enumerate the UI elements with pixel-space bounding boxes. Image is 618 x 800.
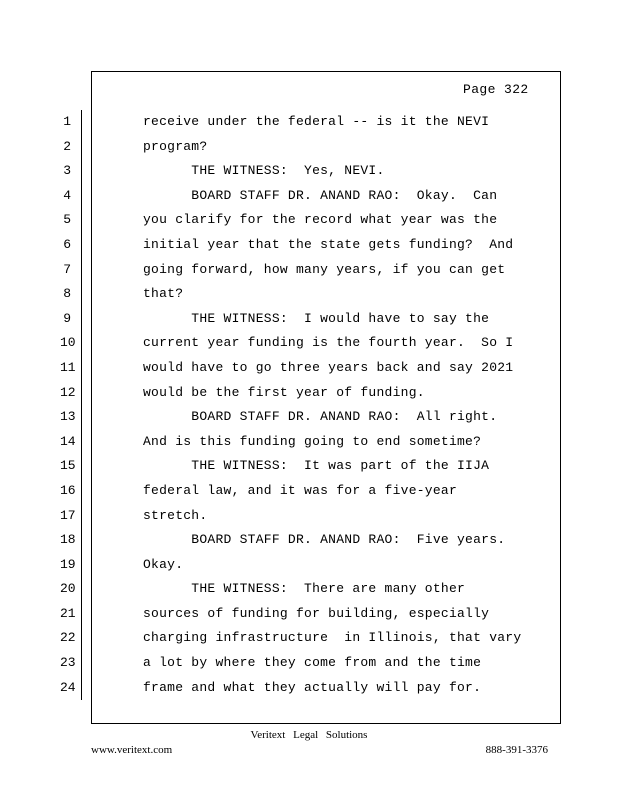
transcript-line: would have to go three years back and say 2021 — [143, 359, 514, 375]
transcript-line: going forward, how many years, if you can get — [143, 261, 506, 277]
line-number-text: 1 — [63, 114, 71, 129]
line-number — [60, 110, 82, 135]
line-number-text: 5 — [63, 212, 71, 228]
transcript-line: charging infrastructure in Illinois, that vary — [143, 630, 522, 646]
line-number-text: 7 — [63, 261, 71, 277]
line-number-text: 8 — [63, 286, 71, 302]
footer-company: Veritext Legal Solutions — [250, 729, 368, 741]
transcript-line: you clarify for the record what year was the — [143, 212, 498, 228]
line-number-text: 9 — [63, 310, 71, 326]
line-number-text: 12 — [60, 384, 76, 400]
line-number — [60, 381, 82, 406]
line-number-text: 18 — [60, 532, 76, 548]
line-number-text: 14 — [60, 433, 76, 449]
line-number — [60, 356, 82, 381]
line-number-text: 20 — [60, 581, 76, 597]
transcript-line: receive under the federal -- is it the NEVI — [143, 114, 490, 129]
line-number — [60, 651, 82, 676]
line-number — [60, 528, 82, 553]
line-number-text: 19 — [60, 556, 76, 572]
transcript-line: BOARD STAFF DR. ANAND RAO: All right. — [143, 409, 498, 425]
transcript-line: current year funding is the fourth year. So I — [143, 335, 514, 351]
transcript-line: THE WITNESS: There are many other — [143, 581, 466, 597]
line-number — [60, 282, 82, 307]
line-number — [60, 233, 82, 258]
line-number — [60, 553, 82, 578]
transcript-line: THE WITNESS: I would have to say the — [143, 310, 490, 326]
line-number-text: 15 — [60, 458, 76, 474]
transcript-line: that? — [143, 286, 184, 302]
line-number — [60, 208, 82, 233]
line-number — [60, 135, 82, 160]
line-number — [60, 258, 82, 283]
line-number-text: 22 — [60, 630, 76, 646]
line-number-text: 21 — [60, 605, 76, 621]
line-number — [60, 331, 82, 356]
line-number-text: 2 — [63, 138, 71, 154]
line-number — [60, 307, 82, 332]
line-number-text: 3 — [63, 163, 71, 179]
line-number-text: 11 — [60, 359, 76, 375]
line-number — [60, 577, 82, 602]
line-number — [60, 405, 82, 430]
transcript-line: THE WITNESS: It was part of the IIJA — [143, 458, 490, 474]
footer-phone: 888-391-3376 — [485, 744, 548, 756]
line-number — [60, 602, 82, 627]
line-number-text: 16 — [60, 482, 76, 498]
line-number-text: 13 — [60, 409, 76, 425]
transcript-body — [143, 110, 553, 700]
line-number-text: 4 — [63, 187, 71, 203]
line-number — [60, 479, 82, 504]
line-number-text: 24 — [60, 679, 76, 695]
transcript-line: frame and what they actually will pay for. — [143, 679, 482, 695]
line-number — [60, 430, 82, 455]
line-number-text: 23 — [60, 655, 76, 671]
line-number — [60, 184, 82, 209]
page-number: Page 322 — [463, 82, 529, 97]
line-number-text: 10 — [60, 335, 76, 351]
line-number — [60, 504, 82, 529]
line-number-text: 6 — [63, 236, 71, 252]
transcript-line: BOARD STAFF DR. ANAND RAO: Five years. — [143, 532, 506, 548]
transcript-line: THE WITNESS: Yes, NEVI. — [143, 163, 385, 179]
footer-website: www.veritext.com — [91, 744, 173, 756]
line-number — [60, 676, 82, 701]
transcript-line: BOARD STAFF DR. ANAND RAO: Okay. Can — [143, 187, 498, 203]
line-number-column — [60, 110, 82, 700]
line-number-text: 17 — [60, 507, 76, 523]
transcript-line: initial year that the state gets funding? And — [143, 236, 514, 252]
transcript-line: And is this funding going to end sometime? — [143, 433, 482, 449]
line-number — [60, 626, 82, 651]
transcript-line: Okay. — [143, 556, 184, 572]
transcript-line: a lot by where they come from and the time — [143, 655, 482, 671]
line-number — [60, 159, 82, 184]
transcript-line: program? — [143, 138, 208, 154]
line-number — [60, 454, 82, 479]
transcript-line: sources of funding for building, especially — [143, 605, 490, 621]
transcript-line: federal law, and it was for a five-year — [143, 482, 457, 498]
transcript-line: stretch. — [143, 507, 208, 523]
transcript-line: would be the first year of funding. — [143, 384, 425, 400]
